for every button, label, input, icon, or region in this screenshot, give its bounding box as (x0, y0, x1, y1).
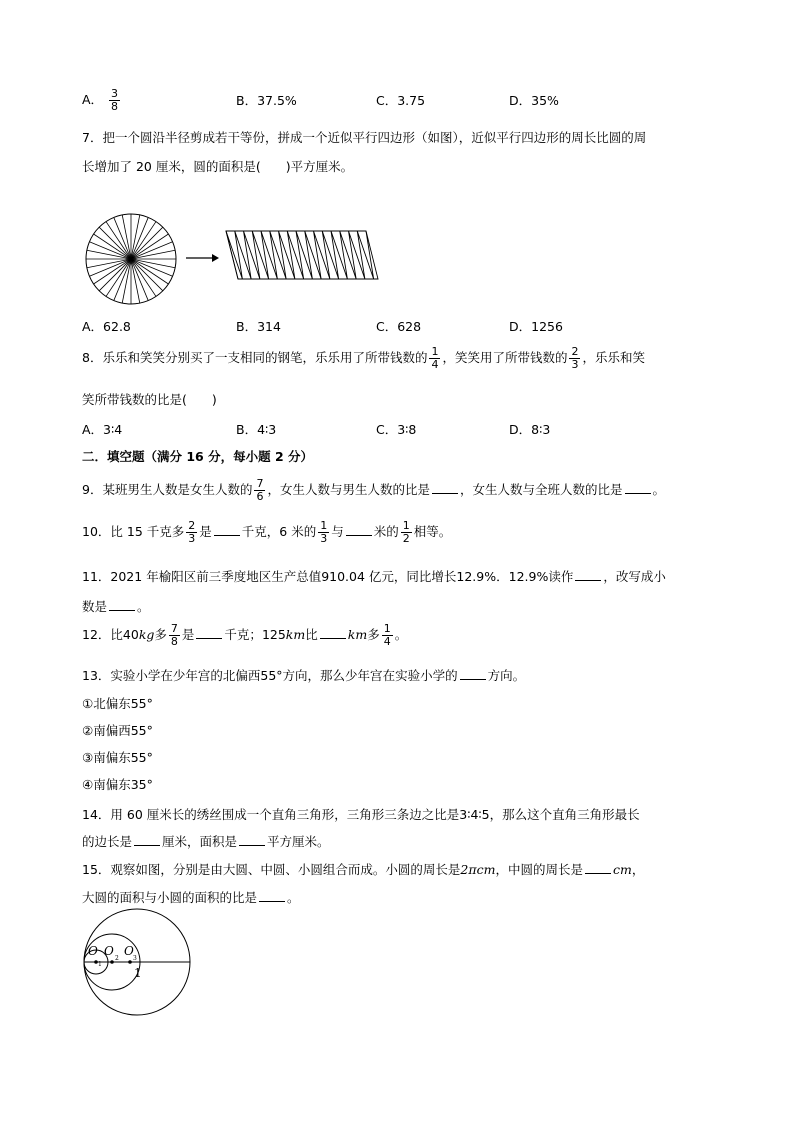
q9-blank-2[interactable] (625, 481, 651, 494)
q7-option-c: C．628 (376, 319, 422, 334)
q9-blank-1[interactable] (432, 481, 458, 494)
q7-parallelogram-figure (224, 229, 380, 281)
q8-option-b: B．4∶3 (236, 422, 277, 437)
q13-option-3: ③南偏东55° (82, 750, 153, 765)
q8-fraction-1: $\frac{1}{4}$ (431, 345, 439, 371)
q12-blank-2[interactable] (320, 626, 346, 639)
q11-blank-1[interactable] (575, 568, 601, 581)
q6-option-c: C．3.75 (376, 93, 426, 108)
label-o1: O (88, 944, 98, 958)
q12-fraction-2: $\frac{1}{4}$ (383, 622, 391, 648)
q8-fraction-2: $\frac{2}{3}$ (571, 345, 579, 371)
sector-line (99, 259, 131, 291)
q10-fraction-1: $\frac{2}{3}$ (188, 519, 196, 545)
label-sub-3: 3 (133, 955, 137, 962)
q9-fraction: $\frac{7}{6}$ (256, 477, 264, 503)
sector-line (99, 227, 131, 259)
q10-fraction-3: $\frac{1}{2}$ (402, 519, 410, 545)
q12-question: 12．比40kg多 $\frac{7}{8}$ 是 千克；125km比 km多 $\frac{1}{4}$ 。 (82, 622, 408, 648)
q10-question: 10．比 15 千克多 $\frac{2}{3}$ 是 千克，6 米的 $\frac{1}{3}$ 与 米的 $\frac{1}{2}$ 相等。 (82, 519, 452, 545)
label-sub-2: 2 (115, 955, 119, 962)
q8-option-c: C．3∶8 (376, 422, 417, 437)
q14-blank-2[interactable] (239, 833, 265, 846)
label-o2: O (104, 944, 114, 958)
q11-question-line2: 数是 。 (82, 599, 150, 614)
q14-question-line2: 的边长是 厘米，面积是 平方厘米。 (82, 834, 330, 849)
q8-option-a: A．3∶4 (82, 422, 123, 437)
parallelogram-sectors (226, 231, 374, 279)
q13-blank[interactable] (460, 667, 486, 680)
q14-question-line1: 14．用 60 厘米长的绣丝围成一个直角三角形，三角形三条边之比是3∶4∶5，那么这个直角三角形最长 (82, 807, 640, 822)
label-sub-1: 1 (98, 961, 102, 968)
q6-option-b: B．37.5% (236, 93, 297, 108)
q11-blank-2[interactable] (109, 598, 135, 611)
q6-option-a: A． $\frac{3}{8}$ (82, 87, 119, 113)
q13-option-2: ②南偏西55° (82, 723, 153, 738)
q15-question-line2: 大圆的面积与小圆的面积的比是 。 (82, 890, 300, 905)
label-radius: 1 (134, 966, 142, 980)
q13-question: 13．实验小学在少年宫的北偏西55°方向，那么少年宫在实验小学的 方向。 (82, 668, 526, 683)
q15-blank-1[interactable] (585, 861, 611, 874)
q7-option-b: B．314 (236, 319, 281, 334)
q13-option-1: ①北偏东55° (82, 696, 153, 711)
q7-question-line2: 长增加了 20 厘米，圆的面积是( )平方厘米。 (82, 159, 354, 174)
q8-option-d: D．8∶3 (509, 422, 551, 437)
section-heading: 二．填空题（满分 16 分，每小题 2 分） (82, 449, 314, 464)
label-o3: O (124, 944, 134, 958)
q8-question-line1: 8．乐乐和笑笑分别买了一支相同的钢笔，乐乐用了所带钱数的 $\frac{1}{4}$ ，笑笑用了所带钱数的 $\frac{2}{3}$ ，乐乐和笑 (82, 345, 645, 371)
q15-question-line1: 15．观察如图，分别是由大圆、中圆、小圆组合而成。小圆的周长是2πcm，中圆的周长是 cm， (82, 862, 645, 877)
q10-fraction-2: $\frac{1}{3}$ (320, 519, 328, 545)
q15-circles-figure (82, 914, 194, 1026)
q13-option-4: ④南偏东35° (82, 777, 153, 792)
q12-fraction-1: $\frac{7}{8}$ (170, 622, 178, 648)
q6-a-fraction: $\frac{3}{8}$ (111, 87, 119, 113)
q12-blank-1[interactable] (196, 626, 222, 639)
sector-line (131, 259, 163, 291)
q7-option-a: A．62.8 (82, 319, 131, 334)
q9-question: 9．某班男生人数是女生人数的 $\frac{7}{6}$ ，女生人数与男生人数的比是 ，女生人数与全班人数的比是 。 (82, 477, 666, 503)
q8-question-line2: 笑所带钱数的比是( ) (82, 392, 217, 407)
q7-circle-figure (84, 212, 178, 306)
q10-blank-2[interactable] (346, 523, 372, 536)
q15-blank-2[interactable] (259, 889, 285, 902)
q10-blank-1[interactable] (214, 523, 240, 536)
q14-blank-1[interactable] (134, 833, 160, 846)
sector-line (131, 227, 163, 259)
q7-arrow (184, 251, 220, 265)
q7-question-line1: 7．把一个圆沿半径剪成若干等份，拼成一个近似平行四边形（如图），近似平行四边形的周长比圆的周 (82, 130, 647, 145)
q6-option-d: D．35% (509, 93, 559, 108)
q11-question-line1: 11．2021 年榆阳区前三季度地区生产总值910.04 亿元，同比增长12.9%．12.9%读作 ，改写成小 (82, 569, 666, 584)
q7-option-d: D．1256 (509, 319, 563, 334)
